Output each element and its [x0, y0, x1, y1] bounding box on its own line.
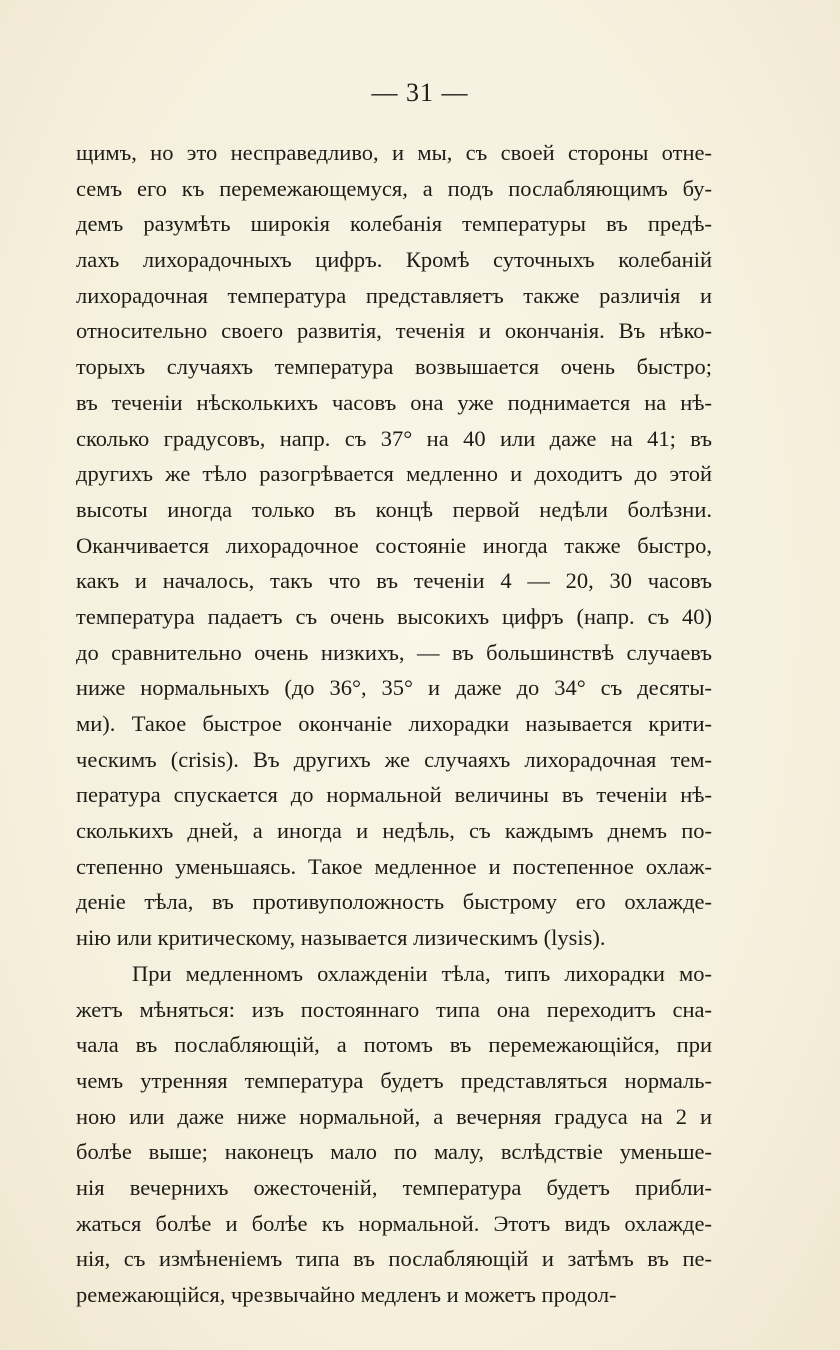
paragraph-1 — [76, 135, 712, 956]
text-line: температура падаетъ съ очень высокихъ цифръ (напр. съ 40) — [76, 603, 712, 629]
text-line: ниже нормальныхъ (до 36°, 35° и даже до 34° съ десяты- — [76, 675, 712, 701]
text-line: пература спускается до нормальной величины въ теченіи нѣ- — [76, 782, 712, 808]
text-line: въ теченіи нѣсколькихъ часовъ она уже поднимается на нѣ- — [76, 389, 712, 415]
text-line: чемъ утренняя температура будетъ представляться нормаль- — [76, 1067, 712, 1093]
text-line: нія, съ измѣненіемъ типа въ послабляющій и затѣмъ въ пе- — [76, 1246, 712, 1272]
text-line: ремежающійся, чрезвычайно медленъ и можетъ продол- — [76, 1282, 617, 1307]
paragraph-2 — [76, 956, 712, 1313]
page-number: — 31 — — [371, 78, 469, 107]
text-line: нія вечернихъ ожесточеній, температура будетъ прибли- — [76, 1174, 712, 1200]
text-line: ческимъ (crisis). Въ другихъ же случаяхъ лихорадочная тем- — [76, 746, 712, 772]
text-line: демъ разумѣть широкія колебанія температуры въ предѣ- — [76, 211, 712, 237]
text-line: какъ и началось, такъ что въ теченіи 4 — 20, 30 часовъ — [76, 568, 712, 594]
text-line: ми). Такое быстрое окончаніе лихорадки называется крити- — [76, 711, 712, 736]
text-line: сколькихъ дней, а иногда и недѣль, съ каждымъ днемъ по- — [76, 818, 712, 844]
text-line: При медленномъ охлажденіи тѣла, типъ лихорадки мо- — [132, 960, 712, 986]
text-line: ною или даже ниже нормальной, а вечерняя градуса на 2 и — [76, 1103, 712, 1129]
text-line: болѣе выше; наконецъ мало по малу, вслѣдствіе уменьше- — [76, 1139, 712, 1165]
text-line: жаться болѣе и болѣе къ нормальной. Этотъ видъ охлажде- — [76, 1210, 712, 1236]
text-line: степенно уменьшаясь. Такое медленное и постепенное охлаж- — [76, 853, 712, 879]
text-line: другихъ же тѣло разогрѣвается медленно и доходитъ до этой — [76, 461, 712, 487]
text-line: лахъ лихорадочныхъ цифръ. Кромѣ суточныхъ колебаній — [76, 247, 712, 273]
text-line: относительно своего развитія, теченія и окончанія. Въ нѣко- — [76, 318, 712, 344]
text-line: семъ его къ перемежающемуся, а подъ послабляющимъ бу- — [76, 175, 712, 201]
text-line: высоты иногда только въ концѣ первой недѣли болѣзни. — [76, 496, 712, 522]
text-line: торыхъ случаяхъ температура возвышается очень быстро; — [76, 354, 712, 380]
text-line: жетъ мѣняться: изъ постояннаго типа она переходитъ сна- — [76, 996, 712, 1022]
body-text — [76, 135, 712, 1313]
text-line: Оканчивается лихорадочное состояніе иногда также быстро, — [76, 532, 712, 558]
text-line: щимъ, но это несправедливо, и мы, съ своей стороны отне- — [76, 140, 712, 165]
text-line: сколько градусовъ, напр. съ 37° на 40 или даже на 41; въ — [76, 425, 712, 451]
text-line: чала въ послабляющій, а потомъ въ перемежающійся, при — [76, 1032, 712, 1058]
text-line: нію или критическому, называется лизическимъ (lysis). — [76, 925, 606, 951]
text-line: лихорадочная температура представляетъ также различія и — [76, 282, 712, 308]
text-line: деніе тѣла, въ противуположность быстрому его охлажде- — [76, 889, 712, 915]
text-line: до сравнительно очень низкихъ, — въ большинствѣ случаевъ — [76, 639, 712, 665]
